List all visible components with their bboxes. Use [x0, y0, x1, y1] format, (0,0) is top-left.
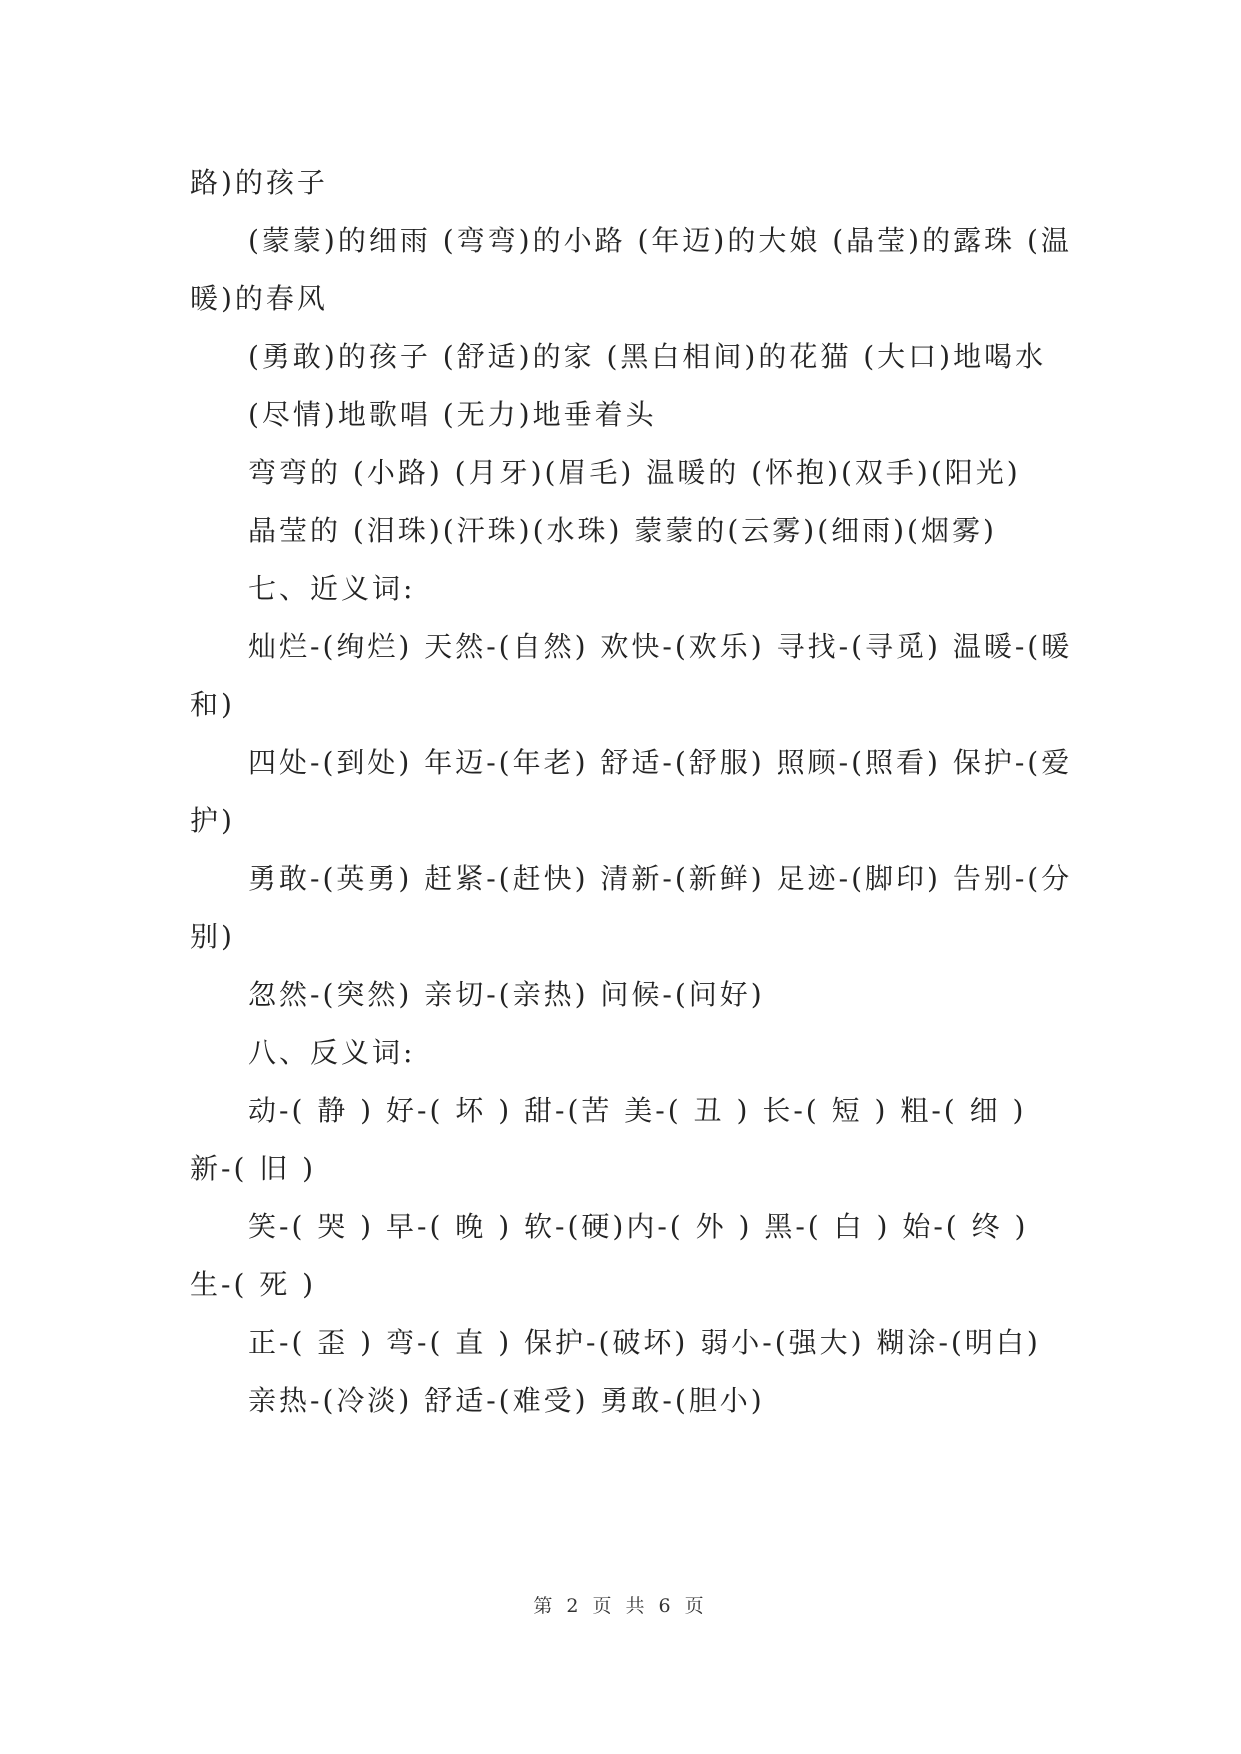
text-line: (尽情)地歌唱 (无力)地垂着头	[248, 398, 657, 431]
text-line: 四处-(到处) 年迈-(年老) 舒适-(舒服) 照顾-(照看) 保护-(爱	[248, 746, 1073, 779]
text-line: 新-( 旧 )	[190, 1152, 317, 1185]
text-line: (蒙蒙)的细雨 (弯弯)的小路 (年迈)的大娘 (晶莹)的露珠 (温	[248, 224, 1072, 257]
text-line: 笑-( 哭 ) 早-( 晚 ) 软-(硬)内-( 外 ) 黑-( 白 ) 始-( 终 )	[248, 1210, 1029, 1243]
page-footer: 第 2 页 共 6 页	[533, 1595, 708, 1617]
text-line: 弯弯的 (小路) (月牙)(眉毛) 温暖的 (怀抱)(双手)(阳光)	[248, 456, 1021, 489]
text-line: (勇敢)的孩子 (舒适)的家 (黑白相间)的花猫 (大口)地喝水	[248, 340, 1047, 373]
text-line: 正-( 歪 ) 弯-( 直 ) 保护-(破坏) 弱小-(强大) 糊涂-(明白)	[248, 1326, 1041, 1359]
text-line: 灿烂-(绚烂) 天然-(自然) 欢快-(欢乐) 寻找-(寻觅) 温暖-(暖	[248, 630, 1073, 663]
text-line: 晶莹的 (泪珠)(汗珠)(水珠) 蒙蒙的(云雾)(细雨)(烟雾)	[248, 514, 997, 547]
text-line: 动-( 静 ) 好-( 坏 ) 甜-(苦 美-( 丑 ) 长-( 短 ) 粗-( 细 )	[248, 1094, 1027, 1127]
section-heading-antonyms: 八、反义词:	[248, 1036, 416, 1069]
text-line: 路)的孩子	[190, 166, 328, 199]
text-line: 忽然-(突然) 亲切-(亲热) 问候-(问好)	[248, 978, 765, 1011]
text-line: 暖)的春风	[190, 282, 328, 315]
section-heading-synonyms: 七、近义词:	[248, 572, 416, 605]
text-line: 勇敢-(英勇) 赶紧-(赶快) 清新-(新鲜) 足迹-(脚印) 告别-(分	[248, 862, 1073, 895]
text-line: 和)	[190, 688, 235, 721]
text-line: 生-( 死 )	[190, 1268, 317, 1301]
text-line: 亲热-(冷淡) 舒适-(难受) 勇敢-(胆小)	[248, 1384, 765, 1417]
text-line: 别)	[190, 920, 235, 953]
text-line: 护)	[190, 804, 235, 837]
